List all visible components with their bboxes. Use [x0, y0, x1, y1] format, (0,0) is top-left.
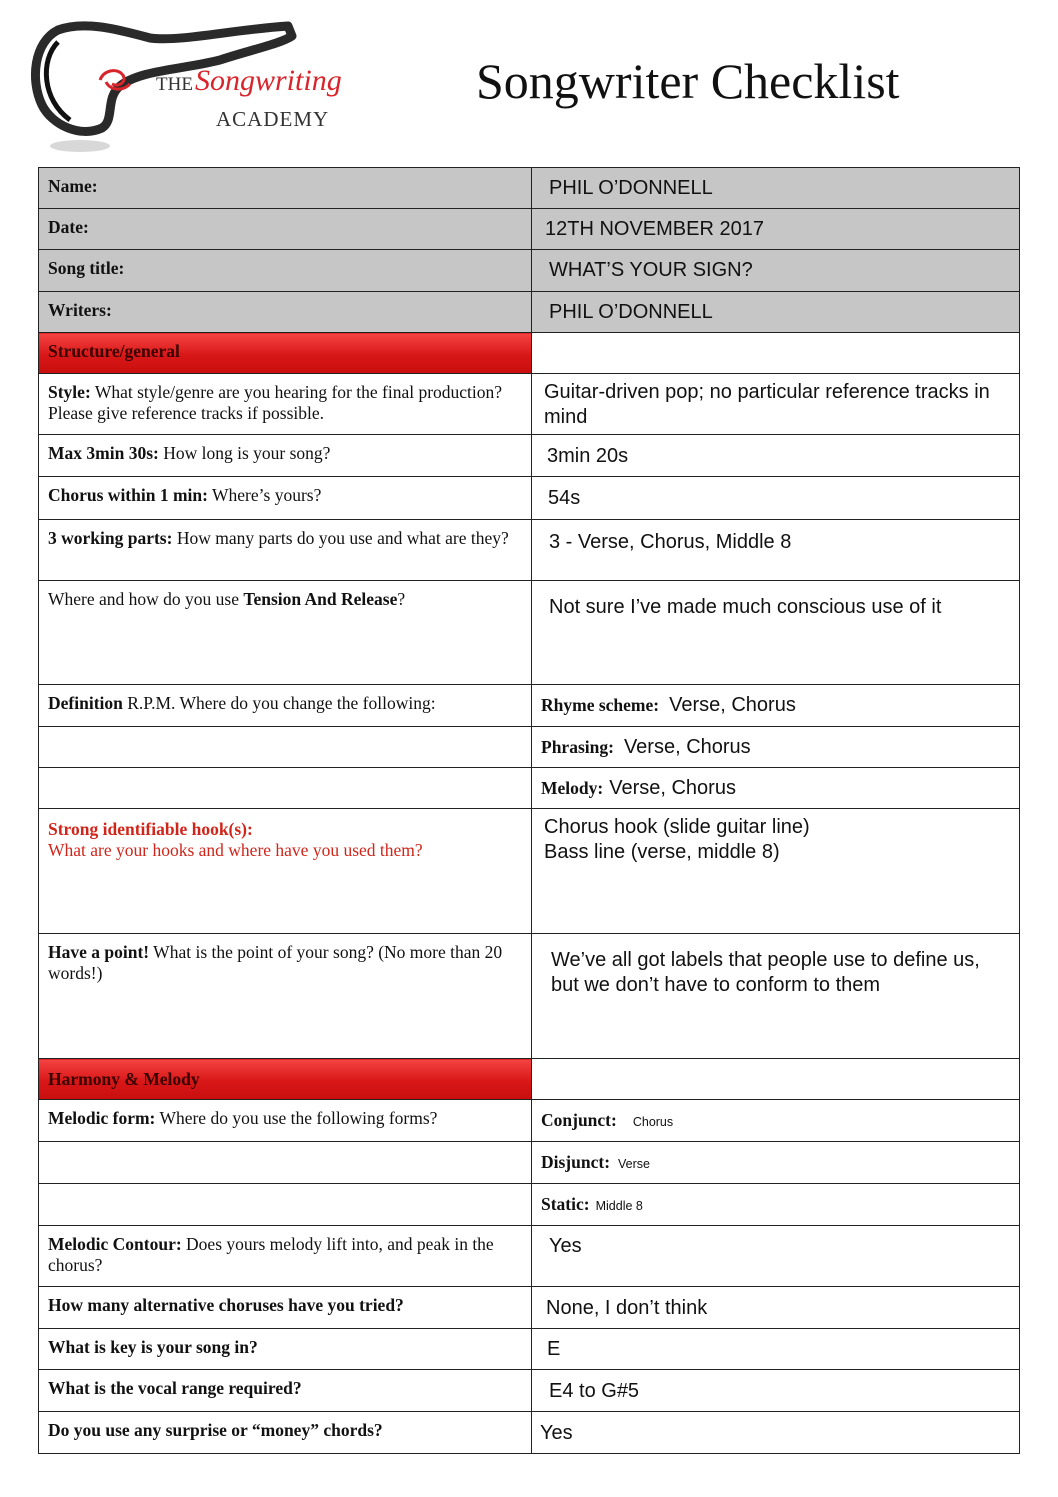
conjunct-label: Conjunct: — [541, 1110, 617, 1130]
point-answer: We’ve all got labels that people use to define us, but we don’t have to conform to them — [532, 934, 1020, 1059]
date-row — [39, 209, 1020, 250]
range-label: What is the vocal range required? — [39, 1370, 532, 1412]
hooks-answer-2: Bass line (verse, middle 8) — [544, 841, 780, 863]
style-row — [39, 374, 1020, 435]
melodic-form-label: Melodic form: — [48, 1108, 156, 1128]
disjunct-answer: Verse — [618, 1157, 650, 1171]
logo-academy: ACADEMY — [216, 107, 330, 131]
hooks-label: Strong identifiable hook(s): — [48, 819, 253, 839]
contour-answer: Yes — [532, 1226, 1020, 1287]
chorus-time-answer: 54s — [532, 477, 1020, 520]
chorus-time-row — [39, 477, 1020, 520]
section-harmony-label: Harmony & Melody — [39, 1059, 532, 1100]
static-label: Static: — [541, 1194, 590, 1214]
definition-question: R.P.M. Where do you change the following: — [122, 693, 436, 713]
tension-question-post: ? — [397, 589, 406, 609]
alt-chorus-answer: None, I don’t think — [532, 1287, 1020, 1329]
tension-question-pre: Where and how do you use — [48, 589, 244, 609]
melody-answer: Verse, Chorus — [609, 777, 736, 799]
hooks-row — [39, 809, 1020, 934]
section-harmony — [39, 1059, 1020, 1100]
static-answer: Middle 8 — [595, 1199, 643, 1213]
tension-row — [39, 581, 1020, 685]
rhyme-answer: Verse, Chorus — [669, 694, 796, 716]
song-title-value: WHAT’S YOUR SIGN? — [532, 250, 1020, 292]
name-value: PHIL O’DONNELL — [532, 168, 1020, 209]
parts-label: 3 working parts: — [48, 528, 173, 548]
contour-row — [39, 1226, 1020, 1287]
section-structure-label: Structure/general — [39, 333, 532, 374]
parts-question: How many parts do you use and what are they? — [172, 528, 509, 548]
writers-row — [39, 292, 1020, 333]
hooks-answer-1: Chorus hook (slide guitar line) — [544, 816, 810, 838]
disjunct-row — [39, 1142, 1020, 1184]
key-row — [39, 1329, 1020, 1370]
phrasing-answer: Verse, Chorus — [623, 736, 751, 758]
definition-row — [39, 685, 1020, 727]
tension-answer: Not sure I’ve made much conscious use of it — [532, 581, 1020, 685]
rhyme-label: Rhyme scheme: — [541, 695, 660, 715]
tension-label: Tension And Release — [243, 589, 398, 609]
melodic-form-row — [39, 1100, 1020, 1142]
parts-answer: 3 - Verse, Chorus, Middle 8 — [532, 520, 1020, 581]
name-row — [39, 168, 1020, 209]
alt-chorus-row — [39, 1287, 1020, 1329]
song-title-label: Song title: — [39, 250, 532, 292]
style-label: Style: — [48, 382, 91, 402]
melody-row — [39, 768, 1020, 809]
point-question: What is the point of your song? (No more than 20 words!) — [48, 942, 503, 984]
chorus-time-question: Where’s yours? — [207, 485, 322, 505]
date-label: Date: — [39, 209, 532, 250]
guitar-outline-icon — [30, 20, 350, 160]
conjunct-answer: Chorus — [632, 1115, 674, 1129]
max-length-question: How long is your song? — [158, 443, 331, 463]
checklist-table — [38, 167, 1020, 1454]
page-title: Songwriter Checklist — [476, 53, 900, 109]
contour-label: Melodic Contour: — [48, 1234, 182, 1254]
song-title-row — [39, 250, 1020, 292]
style-answer: Guitar-driven pop; no particular reference tracks in mind — [532, 374, 1020, 435]
money-chords-answer: Yes — [532, 1412, 1020, 1454]
contour-question: Does yours melody lift into, and peak in the chorus? — [48, 1234, 494, 1276]
max-length-row — [39, 435, 1020, 477]
key-answer: E — [532, 1329, 1020, 1370]
max-length-answer: 3min 20s — [532, 435, 1020, 477]
logo-songwriting: Songwriting — [195, 64, 342, 97]
date-value: 12TH NOVEMBER 2017 — [532, 209, 1020, 250]
logo-the: THE — [156, 74, 193, 95]
phrasing-row — [39, 727, 1020, 768]
writers-label: Writers: — [39, 292, 532, 333]
money-chords-row — [39, 1412, 1020, 1454]
static-row — [39, 1184, 1020, 1226]
definition-label: Definition — [48, 693, 123, 713]
point-label: Have a point! — [48, 942, 150, 962]
writers-value: PHIL O’DONNELL — [532, 292, 1020, 333]
phrasing-label: Phrasing: — [541, 737, 614, 757]
range-answer: E4 to G#5 — [532, 1370, 1020, 1412]
point-row — [39, 934, 1020, 1059]
max-length-label: Max 3min 30s: — [48, 443, 159, 463]
chorus-time-label: Chorus within 1 min: — [48, 485, 208, 505]
name-label: Name: — [39, 168, 532, 209]
hooks-question: What are your hooks and where have you used them? — [48, 840, 423, 861]
money-chords-label: Do you use any surprise or “money” chords? — [39, 1412, 532, 1454]
disjunct-label: Disjunct: — [541, 1152, 611, 1172]
parts-row — [39, 520, 1020, 581]
melodic-form-question: Where do you use the following forms? — [155, 1108, 438, 1128]
section-structure — [39, 333, 1020, 374]
melody-label: Melody: — [541, 778, 604, 798]
academy-logo — [30, 20, 350, 160]
range-row — [39, 1370, 1020, 1412]
style-question: What style/genre are you hearing for the final production? Please give reference tracks if possible. — [48, 382, 503, 424]
alt-chorus-label: How many alternative choruses have you tried? — [39, 1287, 532, 1329]
key-label: What is key is your song in? — [39, 1329, 532, 1370]
